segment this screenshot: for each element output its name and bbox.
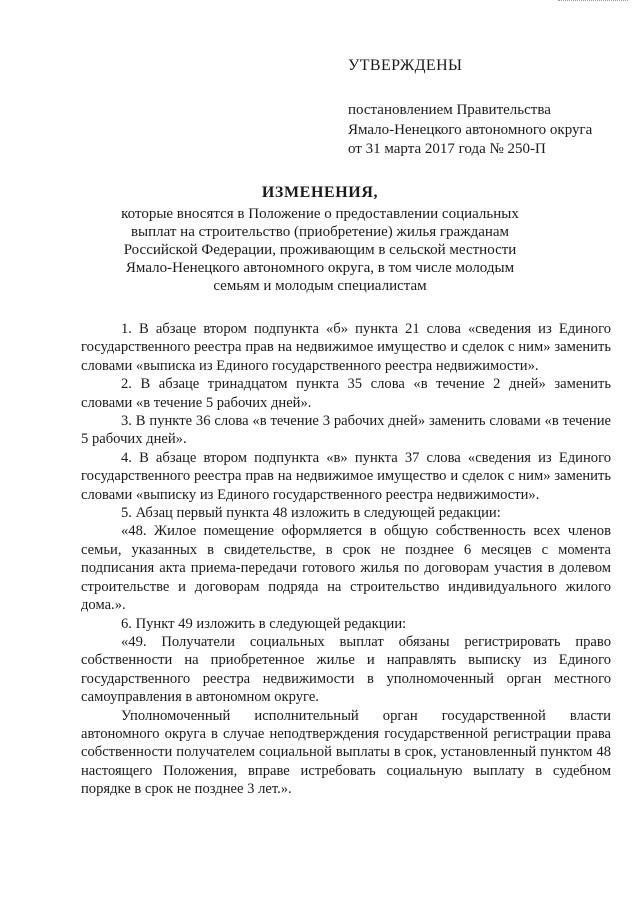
scan-corner-mark xyxy=(558,0,628,5)
paragraph-item-5: 5. Абзац первый пункта 48 изложить в следующей редакции: xyxy=(121,505,501,522)
document-body xyxy=(81,320,611,799)
approval-line-resolution: постановлением Правительства xyxy=(348,102,551,118)
paragraph-item-1: 1. В абзаце втором подпункта «б» пункта 21 слова «сведения из Единого государственного реестра прав на недвижимое имущество и сделок с ним» заменить словами «выписка из Единого государственного реестра недвижимости». xyxy=(81,321,611,374)
subtitle-line: выплат на строительство (приобретение) жилья гражданам xyxy=(130,224,510,240)
paragraph-quote-49: «49. Получатели социальных выплат обязаны регистрировать право собственности на приобретенное жилье и направлять выписку из Единого государственного реестра недвижимости в уполномоченный орган местного самоуправления в автономном округе. xyxy=(81,633,611,706)
paragraph-item-4: 4. В абзаце втором подпункта «в» пункта 37 слова «сведения из Единого государственного реестра прав на недвижимое имущество и сделок с ним» заменить словами «выписку из Единого государственного реестра недвижимости». xyxy=(81,449,611,503)
paragraph-quote-49-continued: Уполномоченный исполнительный орган государственной власти автономного округа в случае неподтверждения государственной регистрации права собственности получателем социальной выплаты в срок, установленный пунктом 48 настоящего Положения, вправе истребовать социальную выплату в судебном порядке в срок не позднее 3 лет.». xyxy=(81,707,611,798)
document-title: ИЗМЕНЕНИЯ, xyxy=(261,184,379,201)
paragraph-item-3: 3. В пункте 36 слова «в течение 3 рабочих дней» заменить словами «в течение 5 рабочих дней». xyxy=(81,413,611,448)
approval-block xyxy=(348,56,628,160)
paragraph-item-6: 6. Пункт 49 изложить в следующей редакции: xyxy=(121,615,407,632)
subtitle-line: Ямало-Ненецкого автономного округа, в том числе молодым xyxy=(125,260,515,276)
paragraph-item-2: 2. В абзаце тринадцатом пункта 35 слова «в течение 2 дней» заменить словами «в течение 5 рабочих дней». xyxy=(81,376,611,411)
subtitle-line: Российской Федерации, проживающим в сельской местности xyxy=(123,242,517,258)
paragraph-quote-48: «48. Жилое помещение оформляется в общую собственность всех членов семьи, указанных в свидетельстве, в срок не позднее 6 месяцев с момента подписания акта приема-передачи готового жилья по договорам участия в долевом строительстве и договорам подряда на строительство индивидуального жилого дома.». xyxy=(81,523,611,614)
approval-line-authority: Ямало-Ненецкого автономного округа xyxy=(348,121,593,138)
approval-line-date-number: от 31 марта 2017 года № 250-П xyxy=(348,141,546,157)
approval-title: УТВЕРЖДЕНЫ xyxy=(348,57,463,74)
document-subtitle xyxy=(100,205,540,295)
subtitle-line: семьям и молодым специалистам xyxy=(213,278,427,294)
subtitle-line: которые вносятся в Положение о предоставлении социальных xyxy=(121,206,519,222)
